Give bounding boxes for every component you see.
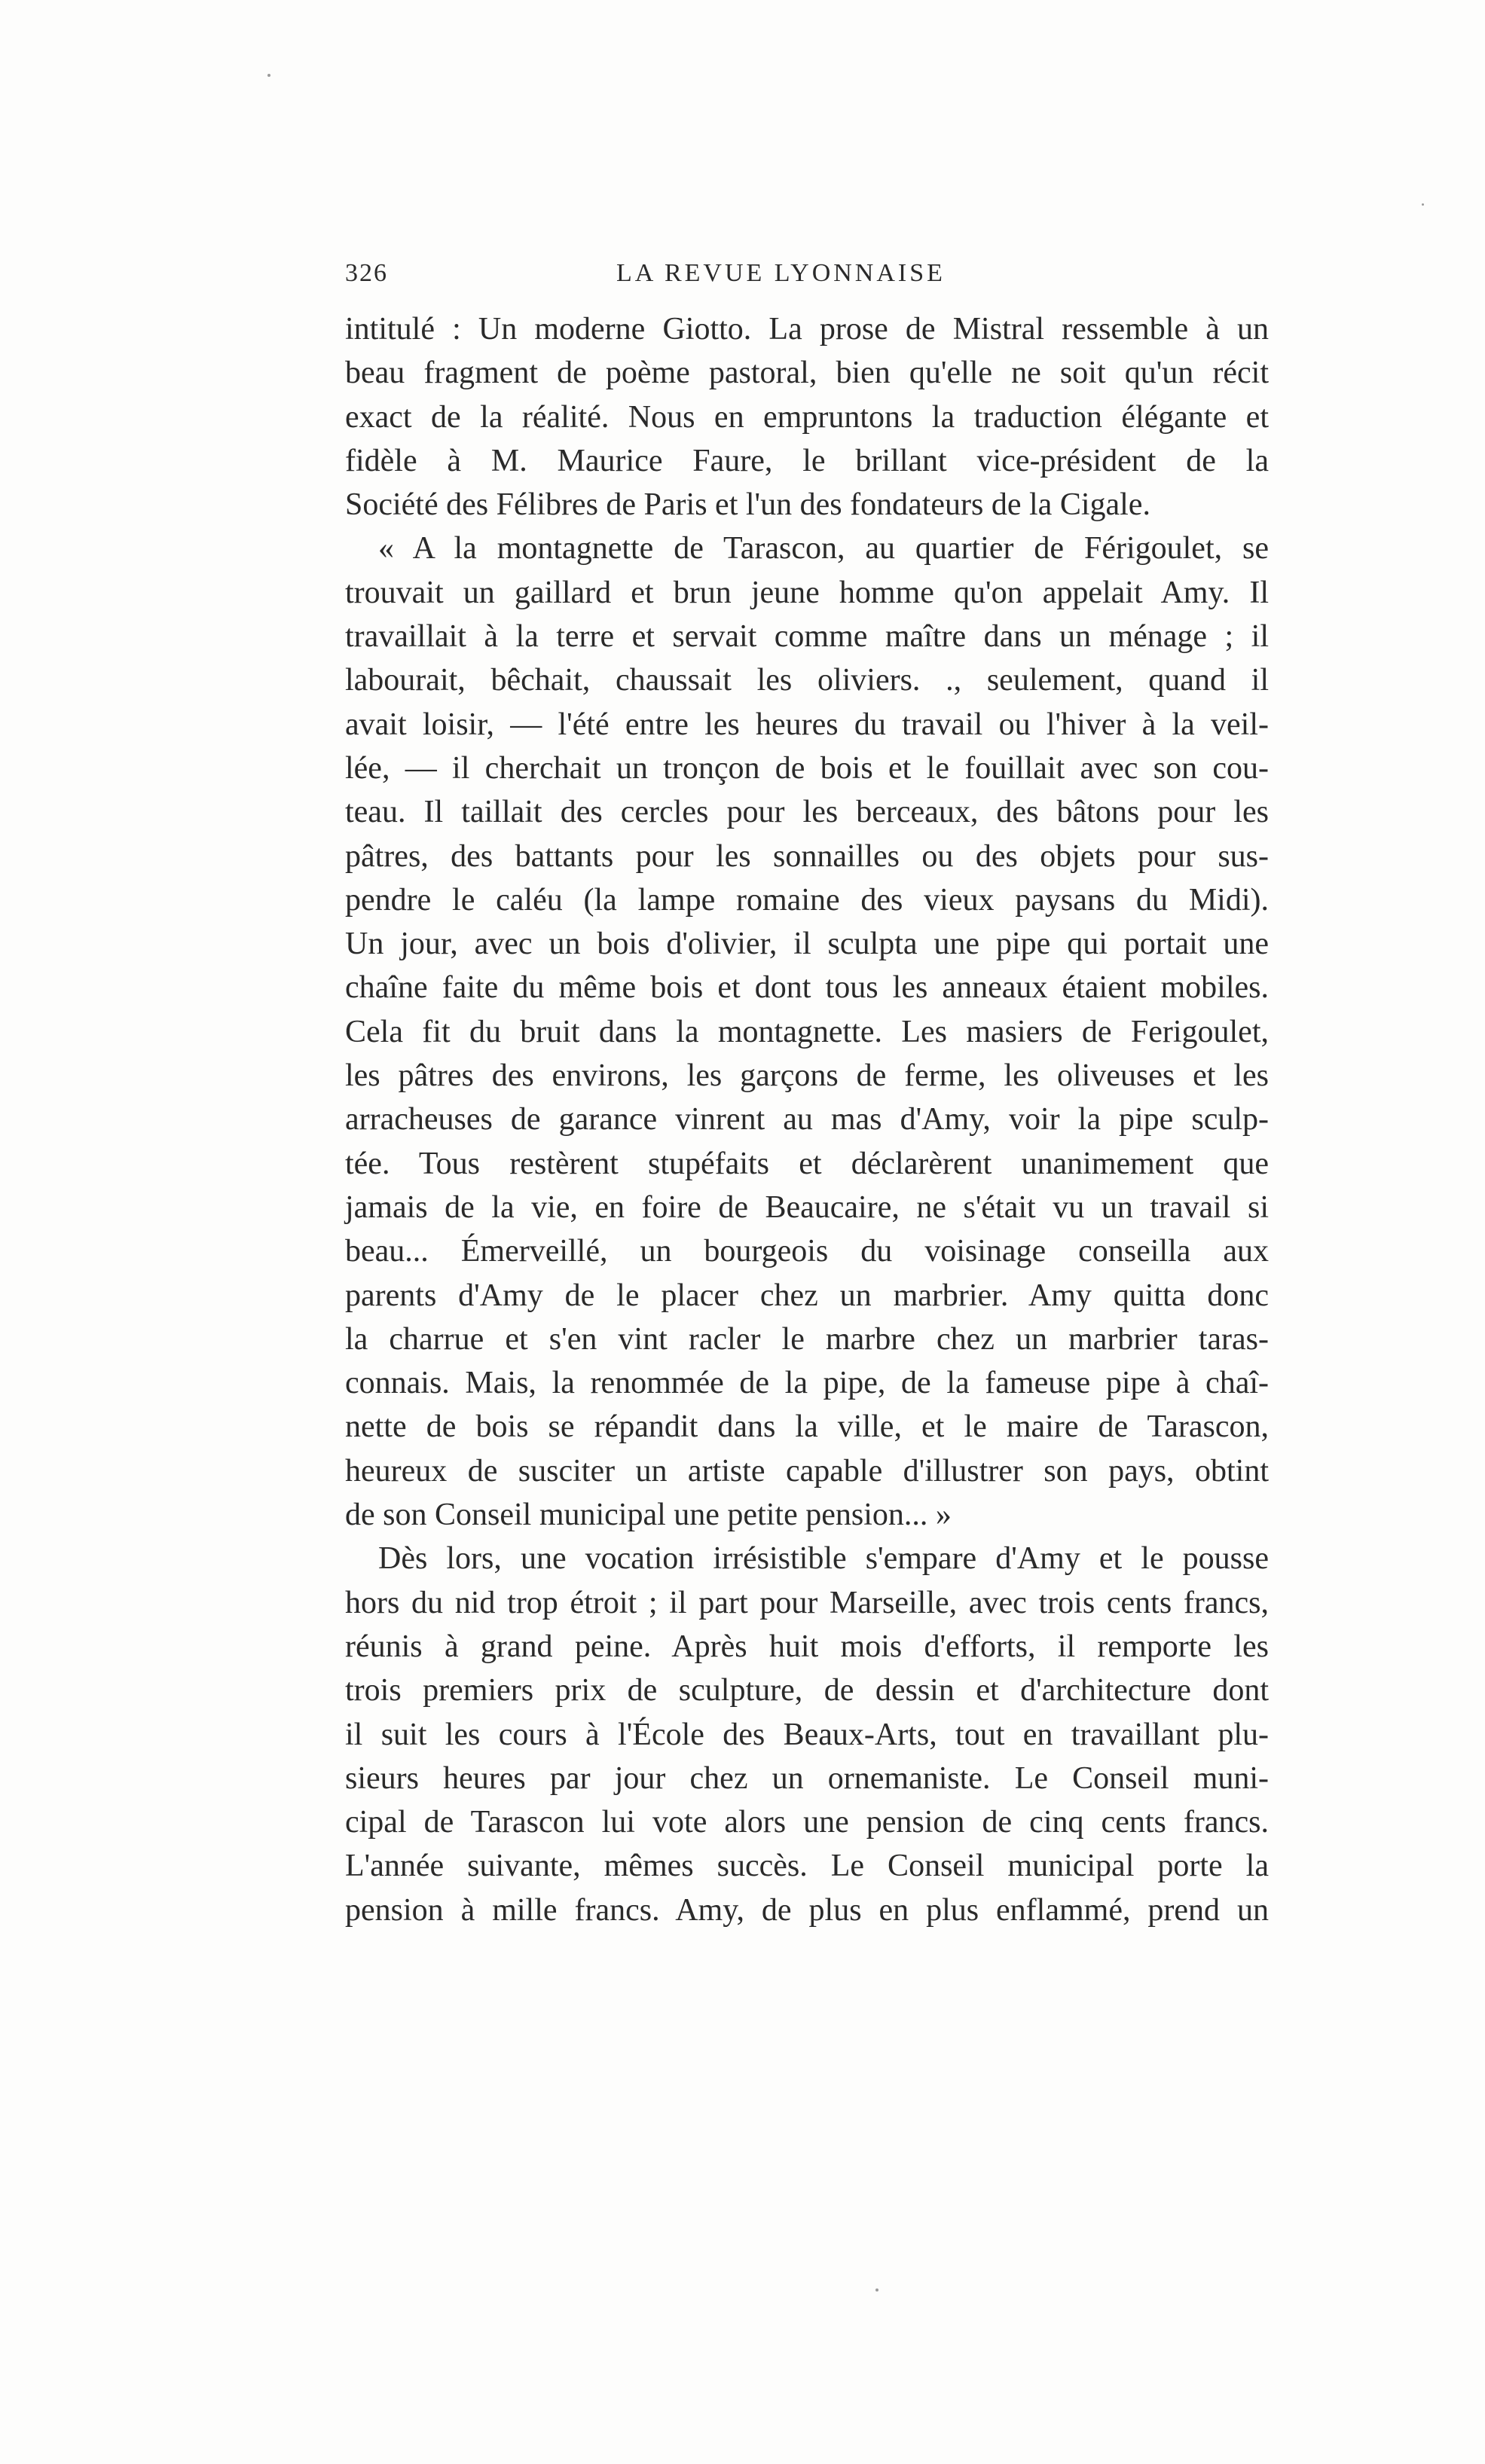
text-line: hors du nid trop étroit ; il part pour Marseille, avec trois cents francs, (345, 1585, 1269, 1620)
text-line: avait loisir, — l'été entre les heures du travail ou l'hiver à la veil- (345, 707, 1269, 742)
paragraph (345, 527, 1269, 1537)
text-line: fidèle à M. Maurice Faure, le brillant vice-président de la (345, 443, 1269, 478)
text-line: sieurs heures par jour chez un ornemaniste. Le Conseil muni- (345, 1760, 1269, 1796)
text-line: beau fragment de poème pastoral, bien qu'elle ne soit qu'un récit (345, 356, 1269, 391)
text-line: Société des Félibres de Paris et l'un des fondateurs de la Cigale. (345, 487, 1150, 523)
text-line: Dès lors, une vocation irrésistible s'empare d'Amy et le pousse (378, 1541, 1269, 1577)
paragraph (345, 1537, 1269, 1932)
text-line: il suit les cours à l'École des Beaux-Arts, tout en travaillant plu- (345, 1717, 1269, 1752)
text-line: heureux de susciter un artiste capable d'illustrer son pays, obtint (345, 1453, 1269, 1488)
text-line: parents d'Amy de le placer chez un marbrier. Amy quitta donc (345, 1278, 1269, 1313)
text-line: trouvait un gaillard et brun jeune homme qu'on appelait Amy. Il (345, 575, 1269, 610)
text-line: jamais de la vie, en foire de Beaucaire, ne s'était vu un travail si (345, 1189, 1269, 1225)
text-line: connais. Mais, la renommée de la pipe, de la fameuse pipe à chaî- (345, 1366, 1269, 1401)
text-line: intitulé : Un moderne Giotto. La prose de Mistral ressemble à un (345, 312, 1269, 347)
text-line: trois premiers prix de sculpture, de dessin et d'architecture dont (345, 1673, 1269, 1708)
text-line: chaîne faite du même bois et dont tous les anneaux étaient mobiles. (345, 970, 1269, 1006)
text-line: cipal de Tarascon lui vote alors une pension de cinq cents francs. (345, 1805, 1269, 1840)
text-line: « A la montagnette de Tarascon, au quartier de Férigoulet, se (378, 531, 1269, 566)
text-line: travaillait à la terre et servait comme maître dans un ménage ; il (345, 619, 1269, 655)
text-line: pendre le caléu (la lampe romaine des vieux paysans du Midi). (345, 882, 1269, 918)
scan-speck (267, 74, 270, 77)
text-line: exact de la réalité. Nous en empruntons la traduction élégante et (345, 399, 1269, 435)
text-line: de son Conseil municipal une petite pension... » (345, 1498, 952, 1533)
text-line: arracheuses de garance vinrent au mas d'Amy, voir la pipe sculp- (345, 1102, 1269, 1137)
text-line: L'année suivante, mêmes succès. Le Conseil municipal porte la (345, 1849, 1269, 1884)
text-line: beau... Émerveillé, un bourgeois du voisinage conseilla aux (345, 1234, 1269, 1269)
body-text (345, 307, 1269, 1932)
text-line: teau. Il taillait des cercles pour les berceaux, des bâtons pour les (345, 795, 1269, 830)
scan-speck (875, 2288, 878, 2291)
text-line: pâtres, des battants pour les sonnailles ou des objets pour sus- (345, 838, 1269, 874)
text-line: les pâtres des environs, les garçons de ferme, les oliveuses et les (345, 1058, 1269, 1094)
paragraph (345, 307, 1269, 527)
text-line: Cela fit du bruit dans la montagnette. Les masiers de Ferigoulet, (345, 1014, 1269, 1049)
text-line: Un jour, avec un bois d'olivier, il sculpta une pipe qui portait une (345, 927, 1269, 962)
text-line: lée, — il cherchait un tronçon de bois et le fouillait avec son cou- (345, 750, 1269, 786)
text-line: réunis à grand peine. Après huit mois d'efforts, il remporte les (345, 1629, 1269, 1664)
text-line: tée. Tous restèrent stupéfaits et déclarèrent unanimement que (345, 1146, 1269, 1181)
text-line: nette de bois se répandit dans la ville, et le maire de Tarascon, (345, 1409, 1269, 1445)
text-line: la charrue et s'en vint racler le marbre chez un marbrier taras- (345, 1321, 1269, 1357)
page-number: 326 (345, 259, 388, 287)
running-head: LA REVUE LYONNAISE (616, 259, 946, 287)
text-line: pension à mille francs. Amy, de plus en plus enflammé, prend un (345, 1892, 1269, 1928)
page-header (345, 259, 1279, 297)
text-line: labourait, bêchait, chaussait les oliviers. ., seulement, quand il (345, 663, 1269, 698)
scan-speck (1422, 203, 1424, 206)
